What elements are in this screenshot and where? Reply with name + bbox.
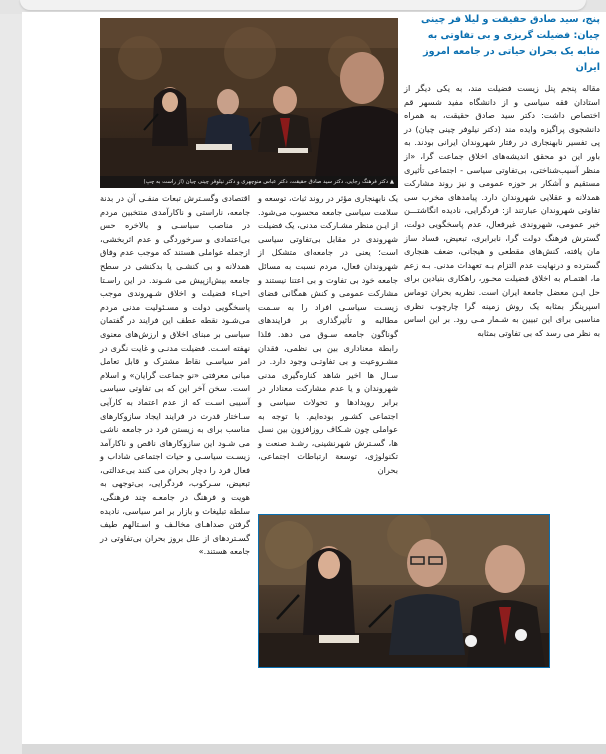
article-col1-text: مقاله پنجم پنل زیست فضیلت مند، به یکی دیگر از استادان فقه سیاسی و از دانشگاه مفید شسهر قم اختصاص داشت: دکتر سید صادق حقیقت، به همراه دانشجوی پراگیزه وایده مند (دکتر نیلوفر چینی چیان) در پی تفسیر نابهنجاری در رفتار شهروندان ایرانی بودند. به باور این دو محقق اندیشه‌های اخلاق جماعت گرا، «از منظر آسیب‌شناختی، بی‌تفاوتی سیاسی - اجتماعی تأثیری مستقیم و آشکار بر حوزه عمومی و نیز روند مشارکت همدلانه و عقلایی شهروندان دارد. پیامدهای مخرب سی تفاوتی شهروندان عبارتند از: فردگرایی، نادیده انگاشتـــن خیر عمومی، شهروندی غیرفعال، عدم پاسخگویی دولت، گسترش فرهنگ دولت گرا، نابرابری، تبعیض، فساد ساز مان یافته، کنش‌های مقطعی و هیجانی، ضعف هنجاری گسترده و درنهایت عدم التزام بـه تعهدات مدنی. بـه زعم ما، اهتمـام به اخلاق فضیلت محـور، راهکاری بنیادین برای حل ایـن معضل جامعة ایران است. نظریه بحران توماس اسپرینگز بمثابه یک روش زمینه گرا چارچوب نظری مناسبی برای این تبیین به شـمار مـی رود. بر این اساس به نظر می رسد که بی تفاوتی بمثابه [404, 83, 600, 338]
article-column-right [404, 12, 600, 512]
panel-photo-top-image [100, 18, 398, 188]
magazine-page [22, 12, 606, 744]
viewer-top-panel [20, 0, 586, 10]
article-col3-text: اقتصادی وگسـترش تبعات منفـی آن در بدنة جامعه، ناراستی و ناکارآمدی منتخبین مردم در مناصب سیاسـی و بالاخره حس بی‌اعتمادی و سرخوردگی و عدم اثربخشی، ازجمله عواملی هستند که موجب عدم وفاق همدلانه و بی کنشـی یا بدکنشی در سطح جامعه بیش‌ازپیش می شـوند. در این راسـتا احیـاء فضیلت و اخلاق شـهروندی موجب پاسخگویی دولت و مسـئولیت مدنی مردم می‌شـود نقطه عطف این فرایند در گفتمان سیاسی بر مبنای اخلاق و ارزش‌های معنوی نهفته اسـت. فضیلت مدنـی و غایت نگری در امر سیاسـی نقاط مشترک و قابل تعامل مبانی معرفتی «نو جماعت گرایان» و اسلام است. سخن آخر این که بی تفاوتی سیاسی آسیبی اسـت که از عدم اعتماد به کارآیی سـاختار قدرت در فرایند ایجاد سازوکارهای مناسب برای به زیستن فرد در جامعه ناشی می شـود این سازوکارهای ناقص و ناکارآمد زیسـت سیاسـی و حیات اجتماعی شاداب و فعال فرد را دچار بحران می کنند بی‌عدالتی، تبعیض، سـرکوب، فردگرایی، بی‌توجهی به هویت و فرهنگ در جامعـه چند فرهنگی، سلطة تبلیغات و بازار بر امر سیاسی، نادیده گرفتن صداهـای مخالـف و اسـتالهم طیف گسـتردهای از علل بروز بحران بی‌تفاوتی در جامعه هستند.» [100, 193, 250, 557]
article-heading: پنج، سید صادق حقیقت و لیلا فر چینی چیان: فضیلت گریزی و بی تفاوتی به مثابه یک بحران حیاتی در جامعه امروز ایران [421, 14, 600, 73]
panel-photo-top [100, 18, 398, 188]
article-column-left [100, 192, 250, 672]
page-bottom-edge [22, 744, 606, 754]
article-column-middle [258, 192, 398, 512]
panel-photo-top-caption: ▲ دکتر فرهنگ رجایی، دکتر سید صادق حقیقت، دکتر عباس منوچهری و دکتر نیلوفر چینی چیان (از راست به چپ) [100, 176, 398, 188]
panel-photo-bottom [258, 514, 550, 668]
panel-photo-bottom-image [259, 515, 549, 667]
article-col2-text: یک نابهنجاری مؤثر در روند ثبات، توسعه و سلامت سیاسی جامعه محسوب می‌شود. از ایـن منظر مشـارکت مدنی، یک فضیلت شهروندی در مقابل بی‌تفاوتی سیاسی است؛ یعنی در جامعه‌ای متشکل از شهروندان فعال، مردم نسبت به مسائل جامعه خود بی تفاوت و بی اعتنا نیستند و مشارکت عمومی و کنش همگانی فضای زیسـت سیاسـی افراد را به سـمت مطالبه و تأثیرگذاری بر فرایندهای گوناگون جامعه سـوق می دهد. فلذا رابطة معناداری بین بی نظمی، فقدان مشـروعیت و بی تفاوتـی وجود دارد. در سـال ها اخیر شاهد کناره‌گیری مدنی شهروندان و یا عدم مشارکت معنادار در برابر رویدادها و تحولات سیاسی و اجتماعی کشـور بوده‌ایم. با توجه به عواملی چون شـکاف روزافزون بین نسل ها، گسـترش شهرنشینی، رشـد صنعت و تکنولوژی، توسعة ارتباطات اجتماعی، بحران [257, 193, 398, 475]
